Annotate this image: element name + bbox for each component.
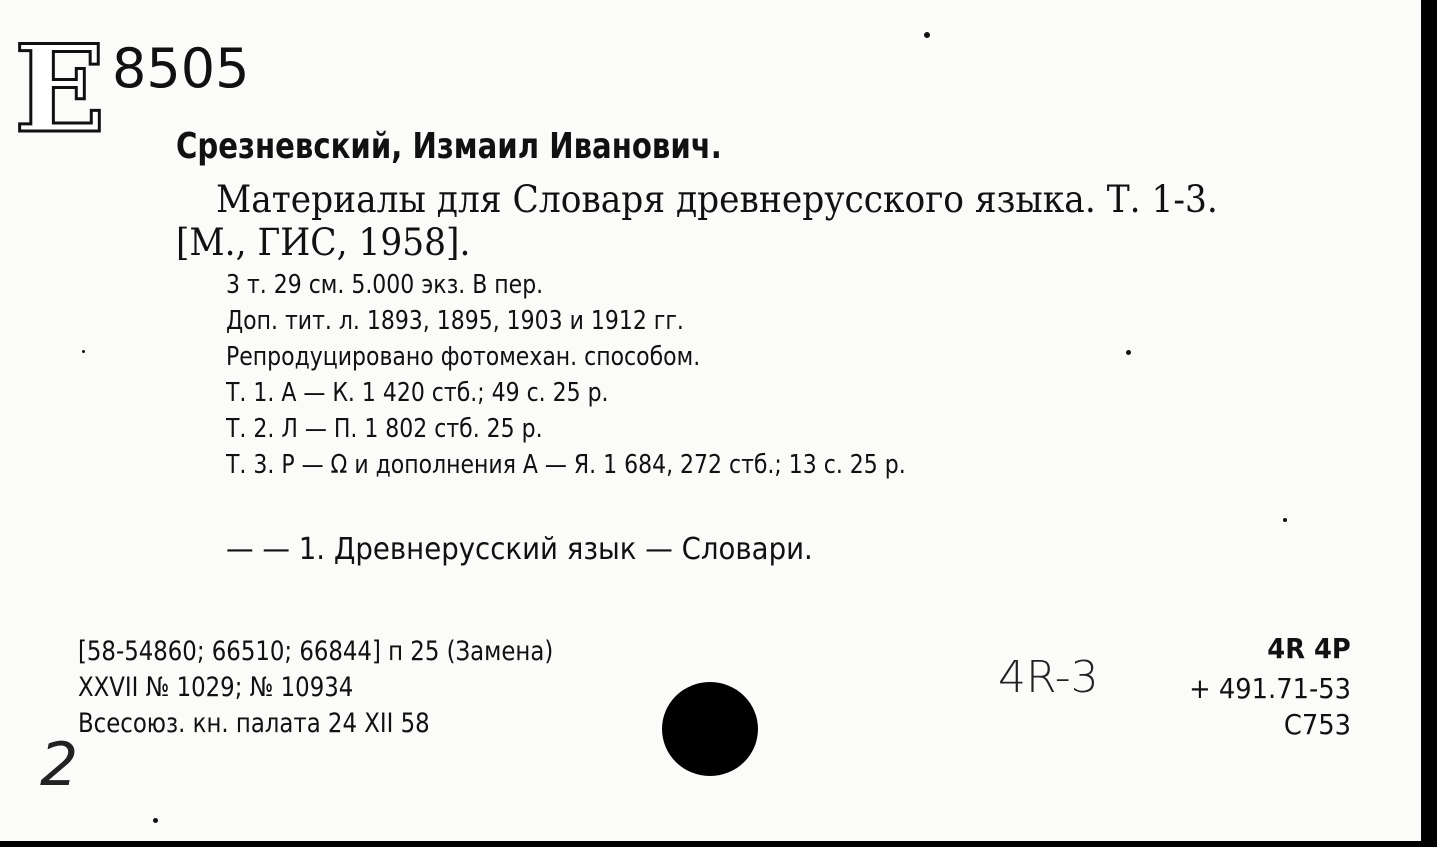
speck xyxy=(153,818,158,823)
reference-line: XXVII № 1029; № 10934 xyxy=(78,672,354,703)
catalog-letter: E xyxy=(14,19,106,160)
speck xyxy=(1283,518,1287,522)
handwritten-shelf-mark: 4R-3 xyxy=(998,652,1099,703)
reference-line: [58-54860; 66510; 66844] п 25 (Замена) xyxy=(78,636,554,667)
detail-line: Т. 1. А — К. 1 420 стб.; 49 с. 25 р. xyxy=(226,378,609,408)
subject-heading: — — 1. Древнерусский язык — Словари. xyxy=(226,532,813,567)
detail-line: Репродуцировано фотомехан. способом. xyxy=(226,342,701,372)
classification-code: С753 xyxy=(1283,708,1351,741)
card-right-edge xyxy=(1421,0,1437,847)
classification-index: + 491.71-53 xyxy=(1189,672,1351,705)
handwritten-corner-mark: 2 xyxy=(40,730,79,800)
punch-hole xyxy=(662,682,758,776)
detail-line: Т. 3. Р — Ω и дополнения А — Я. 1 684, 272 стб.; 13 с. 25 р. xyxy=(226,450,906,480)
speck xyxy=(82,350,85,353)
detail-line: 3 т. 29 см. 5.000 экз. В пер. xyxy=(226,270,544,300)
card-bottom-edge xyxy=(0,841,1437,847)
speck xyxy=(1126,350,1131,355)
reference-line: Всесоюз. кн. палата 24 XII 58 xyxy=(78,708,430,739)
classification-top: 4R 4P xyxy=(1267,632,1351,665)
title-line-2: [М., ГИС, 1958]. xyxy=(176,221,471,264)
detail-line: Доп. тит. л. 1893, 1895, 1903 и 1912 гг. xyxy=(226,306,684,336)
detail-line: Т. 2. Л — П. 1 802 стб. 25 р. xyxy=(226,414,543,444)
title-line-1: Материалы для Словаря древнерусского языка. Т. 1-3. xyxy=(216,178,1218,221)
speck xyxy=(924,32,930,38)
card-number: 8505 xyxy=(112,37,250,100)
author-heading: Срезневский, Измаил Иванович. xyxy=(176,126,722,167)
